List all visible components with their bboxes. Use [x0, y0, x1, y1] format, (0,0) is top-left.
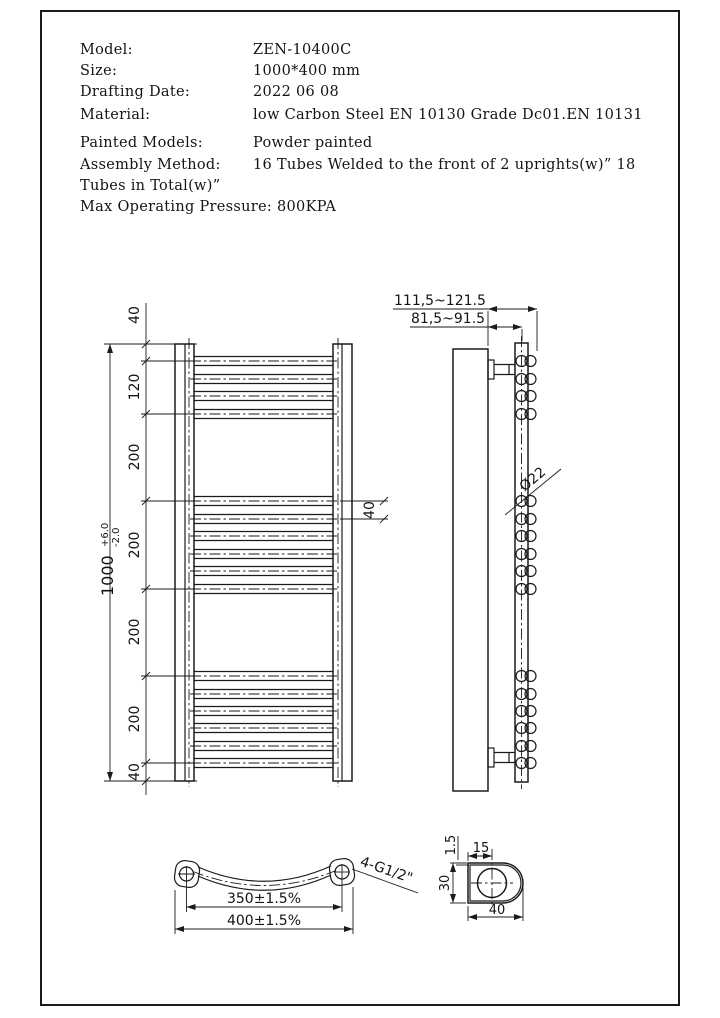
thread-leader — [352, 854, 418, 893]
front-view — [98, 303, 388, 795]
curved-rail-plan — [193, 866, 336, 890]
spec-value: Tubes in Total(w)” — [80, 178, 221, 194]
spec-value: Powder painted — [253, 135, 373, 151]
spec-label: Painted Models: — [80, 135, 203, 151]
bottom-view — [173, 854, 418, 934]
dim-rail-centers: 350±1.5% — [226, 891, 302, 907]
dim-profile-height: 30 — [438, 874, 453, 892]
spec-label: Model: — [80, 42, 133, 58]
dim-tube-spacing: 40 — [362, 501, 378, 519]
dim-tube-offset: 15 — [472, 841, 490, 856]
top-wall-bracket — [488, 360, 515, 379]
side-upright — [515, 336, 528, 789]
front-tubes — [190, 357, 337, 768]
dim-wall-to-upright: 81,5~91.5 — [411, 311, 486, 327]
wall-section — [453, 349, 488, 791]
front-chain-dimension — [127, 303, 150, 795]
side-view — [393, 293, 561, 791]
spec-label: Size: — [80, 63, 118, 79]
bottom-wall-bracket — [488, 748, 515, 767]
front-right-upright — [333, 338, 352, 787]
dim-wall-to-tube-face: 111,5~121.5 — [394, 293, 486, 309]
dim-segment-120: 120 — [127, 373, 143, 401]
spec-value: 16 Tubes Welded to the front of 2 uprights(w)” 18 — [253, 157, 636, 173]
dim-segment-200a: 200 — [127, 443, 143, 471]
dim-segment-bottom: 40 — [127, 763, 143, 781]
dim-segment-200c: 200 — [127, 618, 143, 646]
spec-value: Max Operating Pressure: 800KPA — [80, 199, 337, 215]
front-extension-lines — [104, 344, 197, 781]
left-end-fitting — [173, 859, 200, 889]
spec-value: ZEN-10400C — [253, 42, 352, 58]
front-left-upright — [175, 338, 194, 787]
spec-value: 2022 06 08 — [253, 84, 340, 100]
label-tube-diameter: Ø22 — [516, 464, 550, 495]
label-thread-spec: 4-G1/2" — [358, 853, 415, 887]
tube-diameter-leader — [505, 464, 561, 515]
spec-label: Drafting Date: — [80, 84, 191, 100]
dim-wall-thickness: 1.5 — [444, 834, 459, 856]
plan-dimensions — [175, 887, 353, 934]
spec-value: low Carbon Steel EN 10130 Grade Dc01.EN 10131 — [253, 107, 643, 123]
dim-rail-overall: 400±1.5% — [226, 913, 302, 929]
spec-label: Material: — [80, 107, 151, 123]
detail-view — [438, 835, 523, 921]
side-tube-ends — [516, 356, 536, 769]
front-tube-pitch-callout — [340, 497, 388, 523]
dim-segment-top: 40 — [127, 306, 143, 324]
dim-segment-200d: 200 — [127, 705, 143, 733]
front-overall-dimension — [98, 344, 122, 781]
dim-tolerance-minus: -2.0 — [111, 527, 122, 547]
spec-value: 1000*400 mm — [253, 63, 361, 79]
dim-overall-height: 1000 — [98, 555, 117, 596]
dim-segment-200b: 200 — [127, 531, 143, 559]
dim-profile-width: 40 — [488, 903, 506, 918]
dim-tolerance-plus: +6.0 — [100, 522, 111, 547]
spec-label: Assembly Method: — [80, 157, 221, 173]
detail-dimensions — [438, 835, 523, 921]
